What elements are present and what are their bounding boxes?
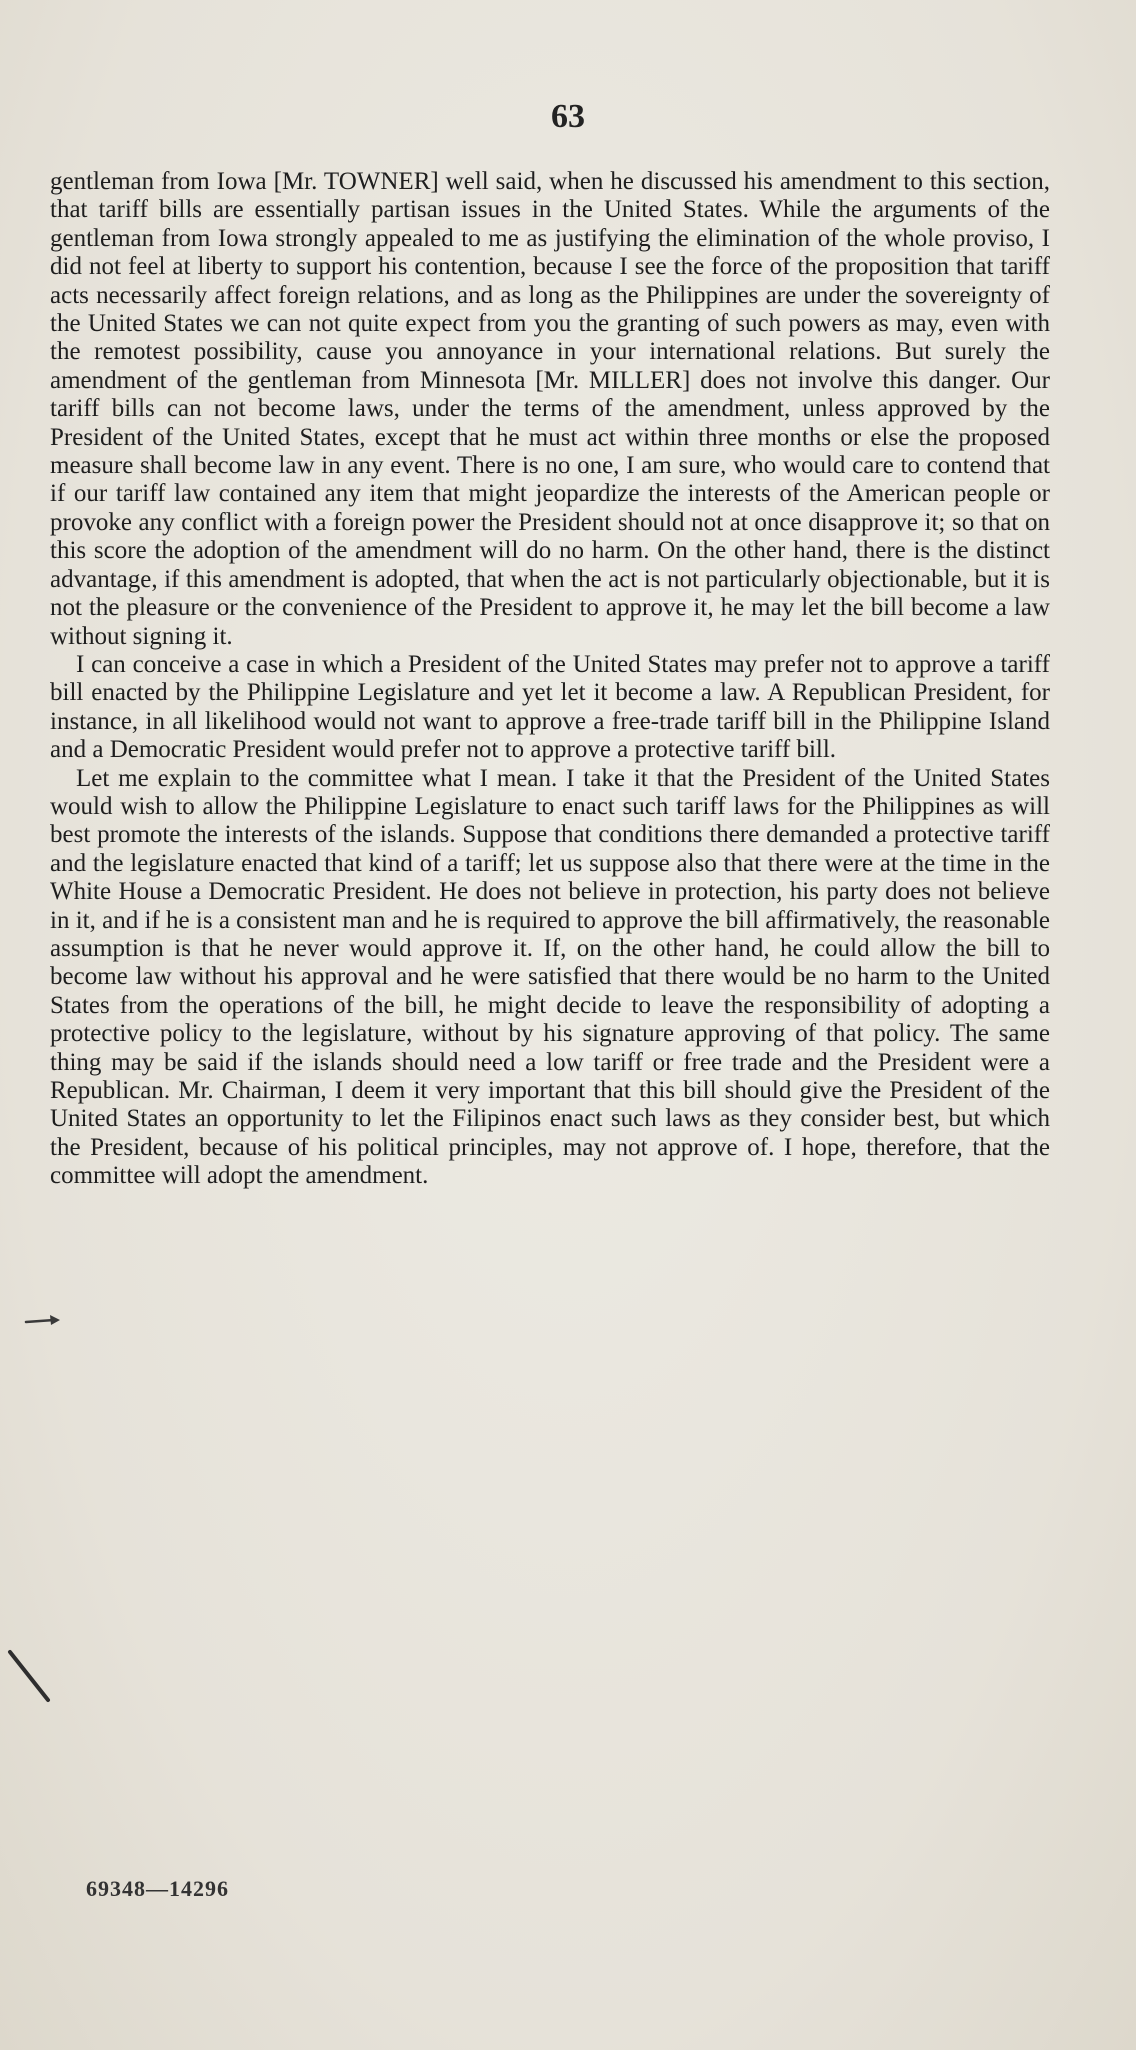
footer-code: 69348—14296 (86, 1876, 229, 1901)
paragraph-3: Let me explain to the committee what I mean. I take it that the President of the United States would wish to allow the Philippine Legislature to enact such tariff laws for the Philippines as will best promote the interests of the islands. Suppose that conditions there demanded a protective tariff and the legislature enacted that kind of a tariff; let us suppose also that there were at the time in the White House a Democratic President. He does not believe in protection, his party does not believe in it, and if he is a consistent man and he is required to approve the bill affirmatively, the reasonable assumption is that he never would approve it. If, on the other hand, he could allow the bill to become law without his approval and he were satisfied that there would be no harm to the United States from the operations of the bill, he might decide to leave the responsibility of adopting a protective policy to the legislature, without by his signature approving of that policy. The same thing may be said if the islands should need a low tariff or free trade and the President were a Republican. Mr. Chairman, I deem it very important that this bill should give the President of the United States an opportunity to let the Filipinos enact such laws as they consider best, but which the President, because of his political principles, may not approve of. I hope, therefore, that the committee will adopt the amendment. (50, 764, 1050, 1190)
margin-slash-mark (6, 1648, 56, 1706)
margin-arrow-mark (24, 1310, 66, 1330)
body-text (50, 168, 1050, 1191)
paragraph-1: gentleman from Iowa [Mr. TOWNER] well said, when he discussed his amendment to this section, that tariff bills are essentially partisan issues in the United States. While the arguments of the gentleman from Iowa strongly appealed to me as justifying the elimination of the whole proviso, I did not feel at liberty to support his contention, because I see the force of the proposition that tariff acts necessarily affect foreign relations, and as long as the Philippines are under the sovereignty of the United States we can not quite expect from you the granting of such powers as may, even with the remotest possibility, cause you annoyance in your international relations. But surely the amendment of the gentleman from Minnesota [Mr. MILLER] does not involve this danger. Our tariff bills can not become laws, under the terms of the amendment, unless approved by the President of the United States, except that he must act within three months or else the proposed measure shall become law in any event. There is no one, I am sure, who would care to contend that if our tariff law contained any item that might jeopardize the interests of the American people or provoke any conflict with a foreign power the President should not at once disapprove it; so that on this score the adoption of the amendment will do no harm. On the other hand, there is the distinct advantage, if this amendment is adopted, that when the act is not particularly objectionable, but it is not the pleasure or the convenience of the President to approve it, he may let the bill become a law without signing it. (50, 168, 1050, 650)
paragraph-2: I can conceive a case in which a President of the United States may prefer not to approve a tariff bill enacted by the Philippine Legislature and yet let it become a law. A Republican President, for instance, in all likelihood would not want to approve a free-trade tariff bill in the Philippine Island and a Democratic President would prefer not to approve a protective tariff bill. (50, 650, 1050, 764)
page-number: 63 (551, 98, 585, 135)
